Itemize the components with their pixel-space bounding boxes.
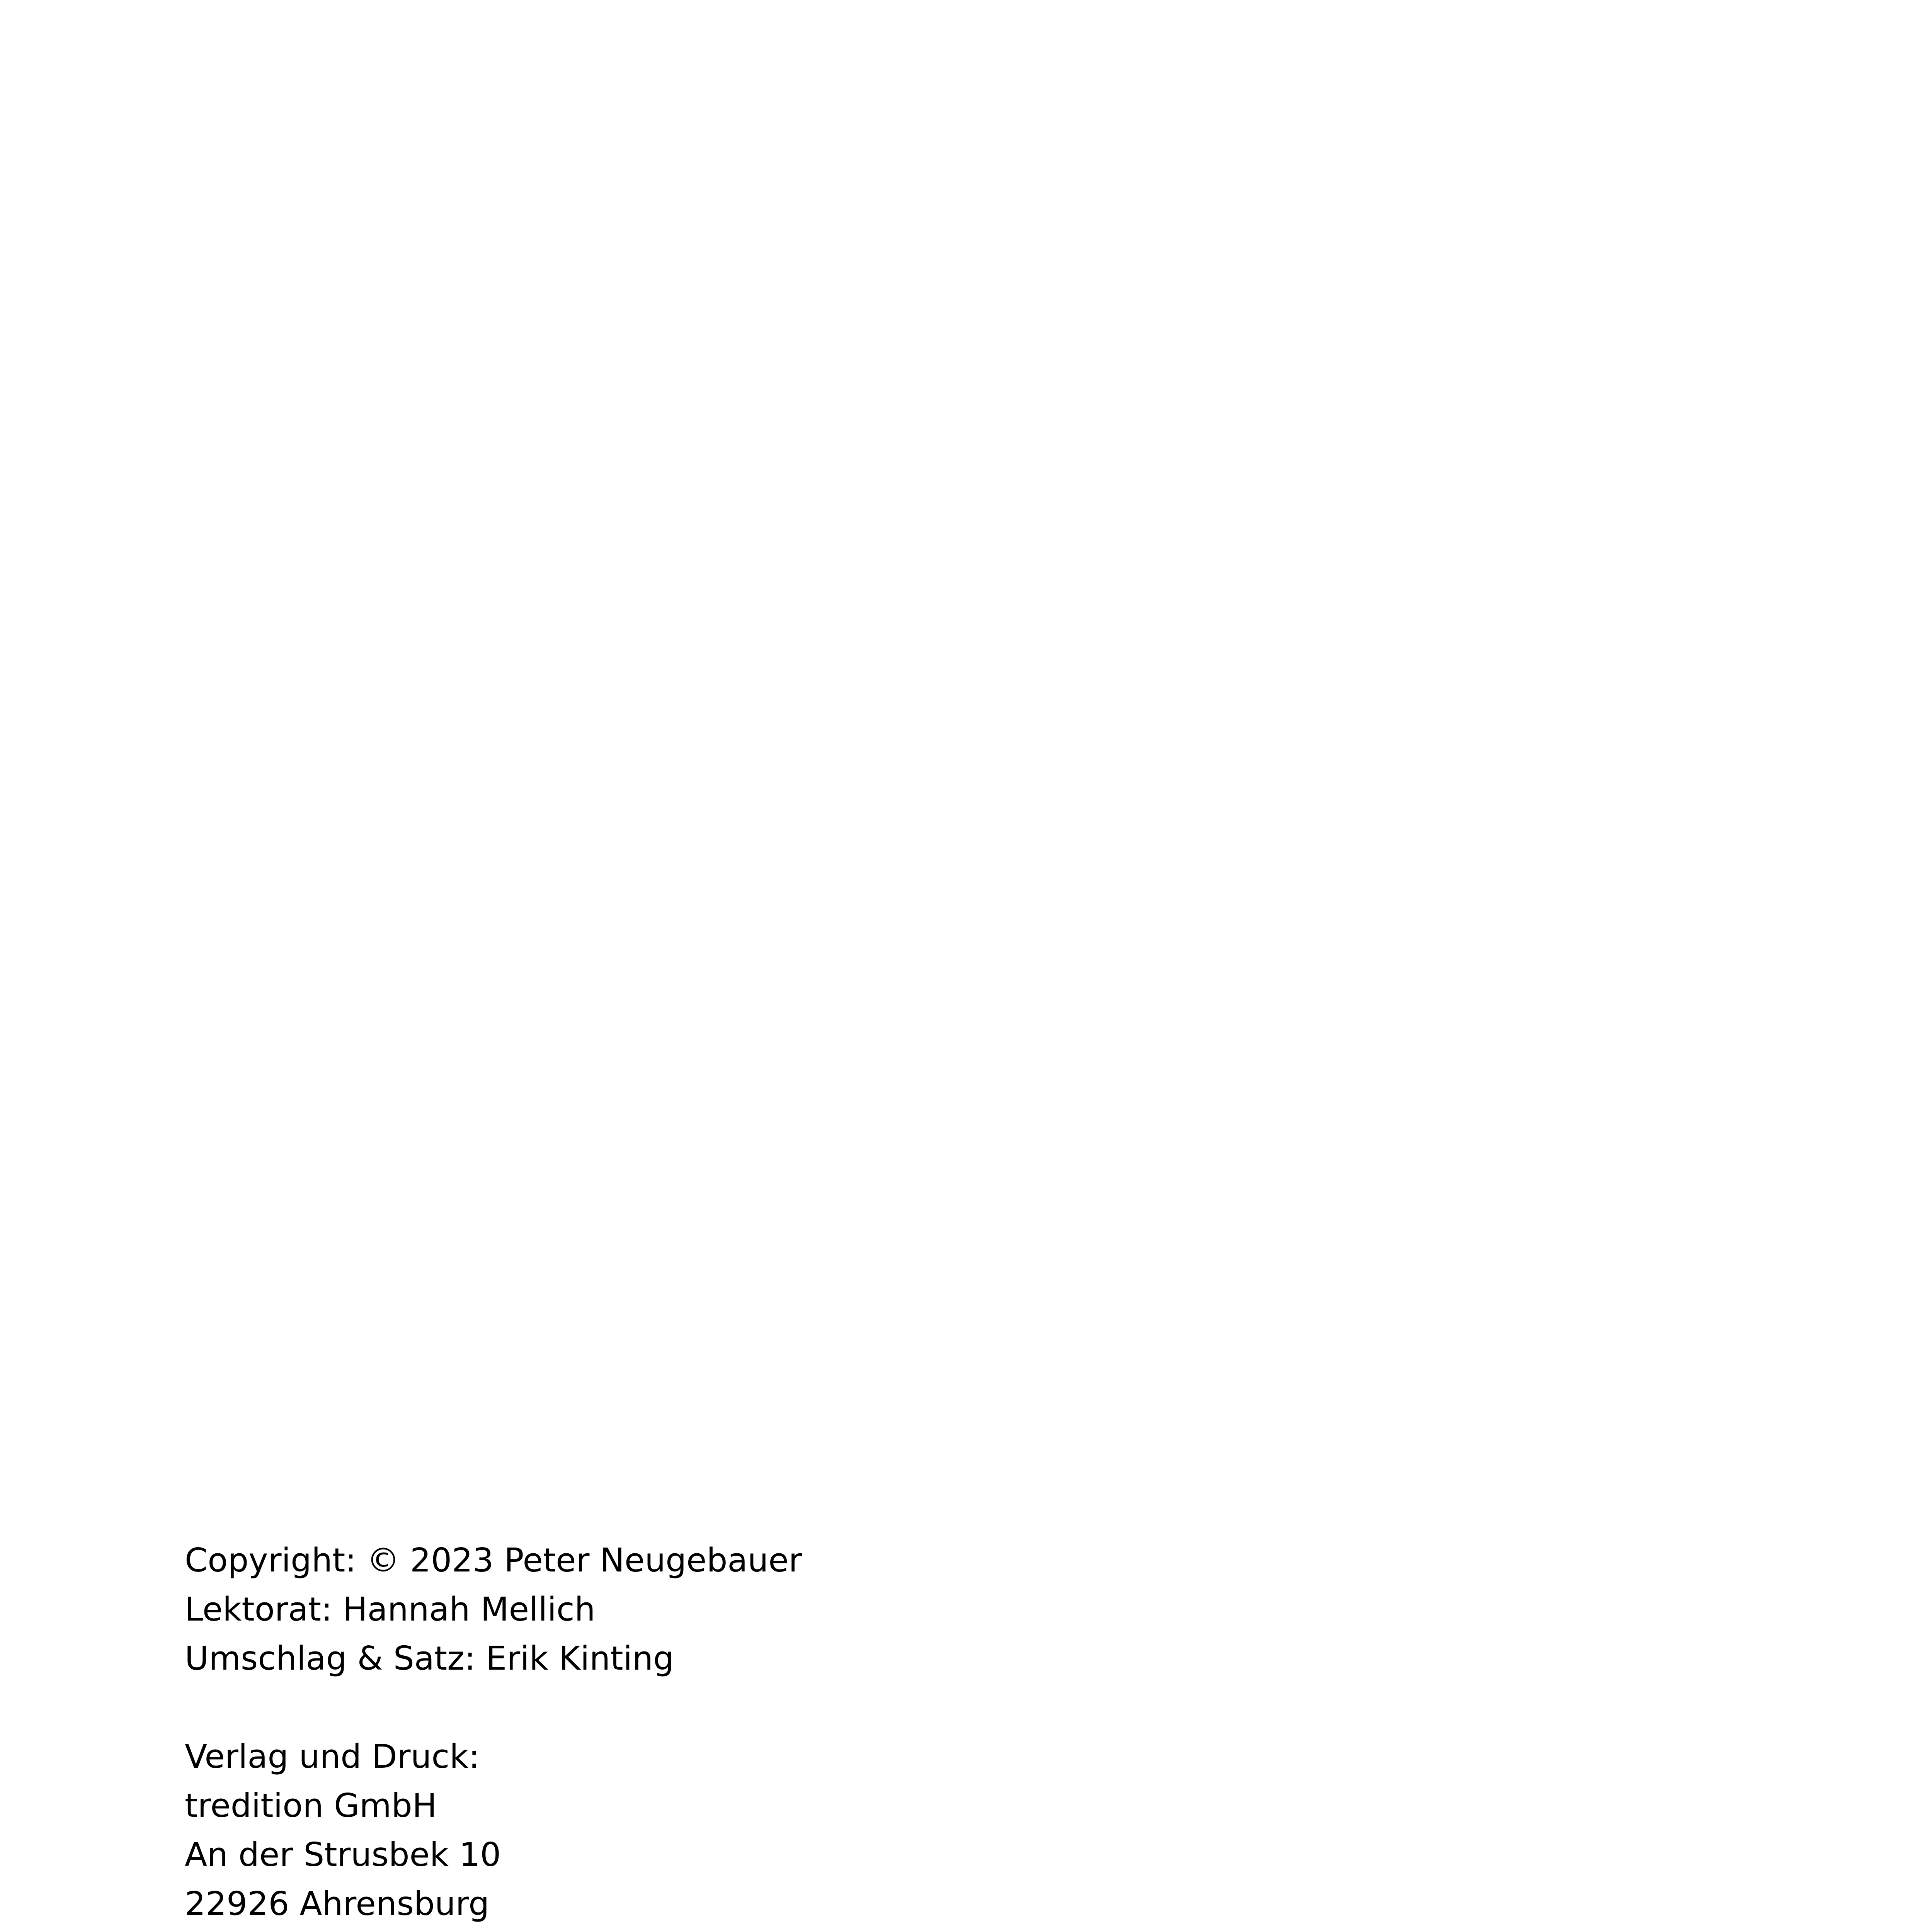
publisher-street: An der Strusbek 10 xyxy=(185,1836,501,1874)
credits-block xyxy=(185,1536,1754,1683)
publisher-name: tredition GmbH xyxy=(185,1787,437,1825)
lektorat-line: Lektorat: Hannah Mellich xyxy=(185,1590,596,1629)
publisher-block xyxy=(185,1732,1754,1929)
imprint-section xyxy=(185,1536,1754,1932)
publisher-city: 22926 Ahrensburg xyxy=(185,1885,490,1923)
publisher-heading: Verlag und Druck: xyxy=(185,1738,480,1776)
cover-design-line: Umschlag & Satz: Erik Kinting xyxy=(185,1639,674,1678)
copyright-line: Copyright: © 2023 Peter Neugebauer xyxy=(185,1541,802,1580)
